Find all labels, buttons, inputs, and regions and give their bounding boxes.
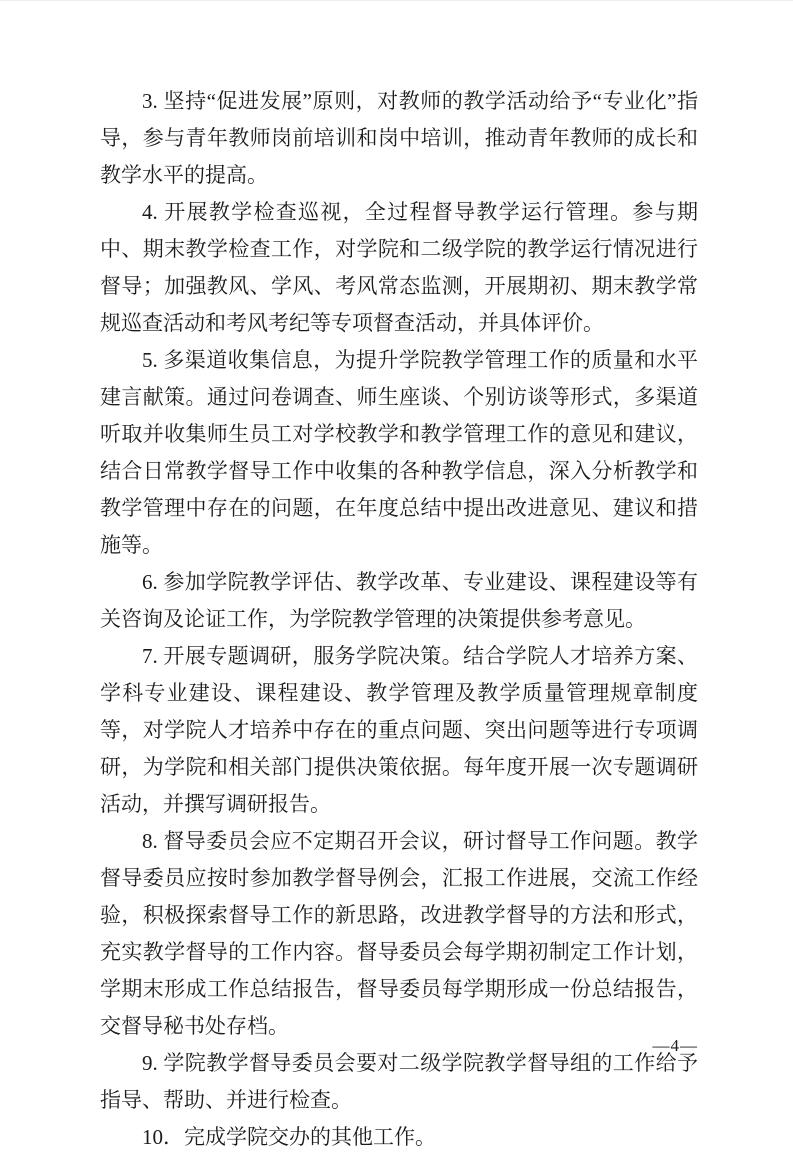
- paragraph-item-5: 5. 多渠道收集信息，为提升学院教学管理工作的质量和水平建言献策。通过问卷调查、师生座谈、个别访谈等形式，多渠道听取并收集师生员工对学校教学和教学管理工作的意见和建议，结合日常教学督导工作中收集的各种教学信息，深入分析教学和教学管理中存在的问题，在年度总结中提出改进意见、建议和措施等。: [100, 348, 698, 557]
- paragraph-item-4: 4. 开展教学检查巡视，全过程督导教学运行管理。参与期中、期末教学检查工作，对学院和二级学院的教学运行情况进行督导；加强教风、学风、考风常态监测，开展期初、期末教学常规巡查活动和考风考纪等专项督查活动，并具体评价。: [100, 200, 698, 335]
- paragraph-item-3: 3. 坚持“促进发展”原则，对教师的教学活动给予“专业化”指导，参与青年教师岗前培训和岗中培训，推动青年教师的成长和教学水平的提高。: [100, 89, 698, 187]
- paragraph-item-9: 9. 学院教学督导委员会要对二级学院教学督导组的工作给予指导、帮助、并进行检查。: [100, 1051, 698, 1112]
- paragraph-item-6: 6. 参加学院教学评估、教学改革、专业建设、课程建设等有关咨询及论证工作，为学院教学管理的决策提供参考意见。: [100, 570, 698, 631]
- paragraph-item-7: 7. 开展专题调研，服务学院决策。结合学院人才培养方案、学科专业建设、课程建设、教学管理及教学质量管理规章制度等，对学院人才培养中存在的重点问题、突出问题等进行专项调研，为学院和相关部门提供决策依据。每年度开展一次专题调研活动，并撰写调研报告。: [100, 644, 698, 816]
- paragraph-item-8: 8. 督导委员会应不定期召开会议，研讨督导工作问题。教学督导委员应按时参加教学督导例会，汇报工作进展，交流工作经验，积极探索督导工作的新思路，改进教学督导的方法和形式，充实教学督导的工作内容。督导委员会每学期初制定工作计划，学期末形成工作总结报告，督导委员每学期形成一份总结报告，交督导秘书处存档。: [100, 829, 698, 1038]
- page-number: —4—: [652, 1036, 698, 1055]
- paragraph-item-10: 10．完成学院交办的其他工作。: [142, 1125, 436, 1149]
- document-body: [100, 83, 698, 1156]
